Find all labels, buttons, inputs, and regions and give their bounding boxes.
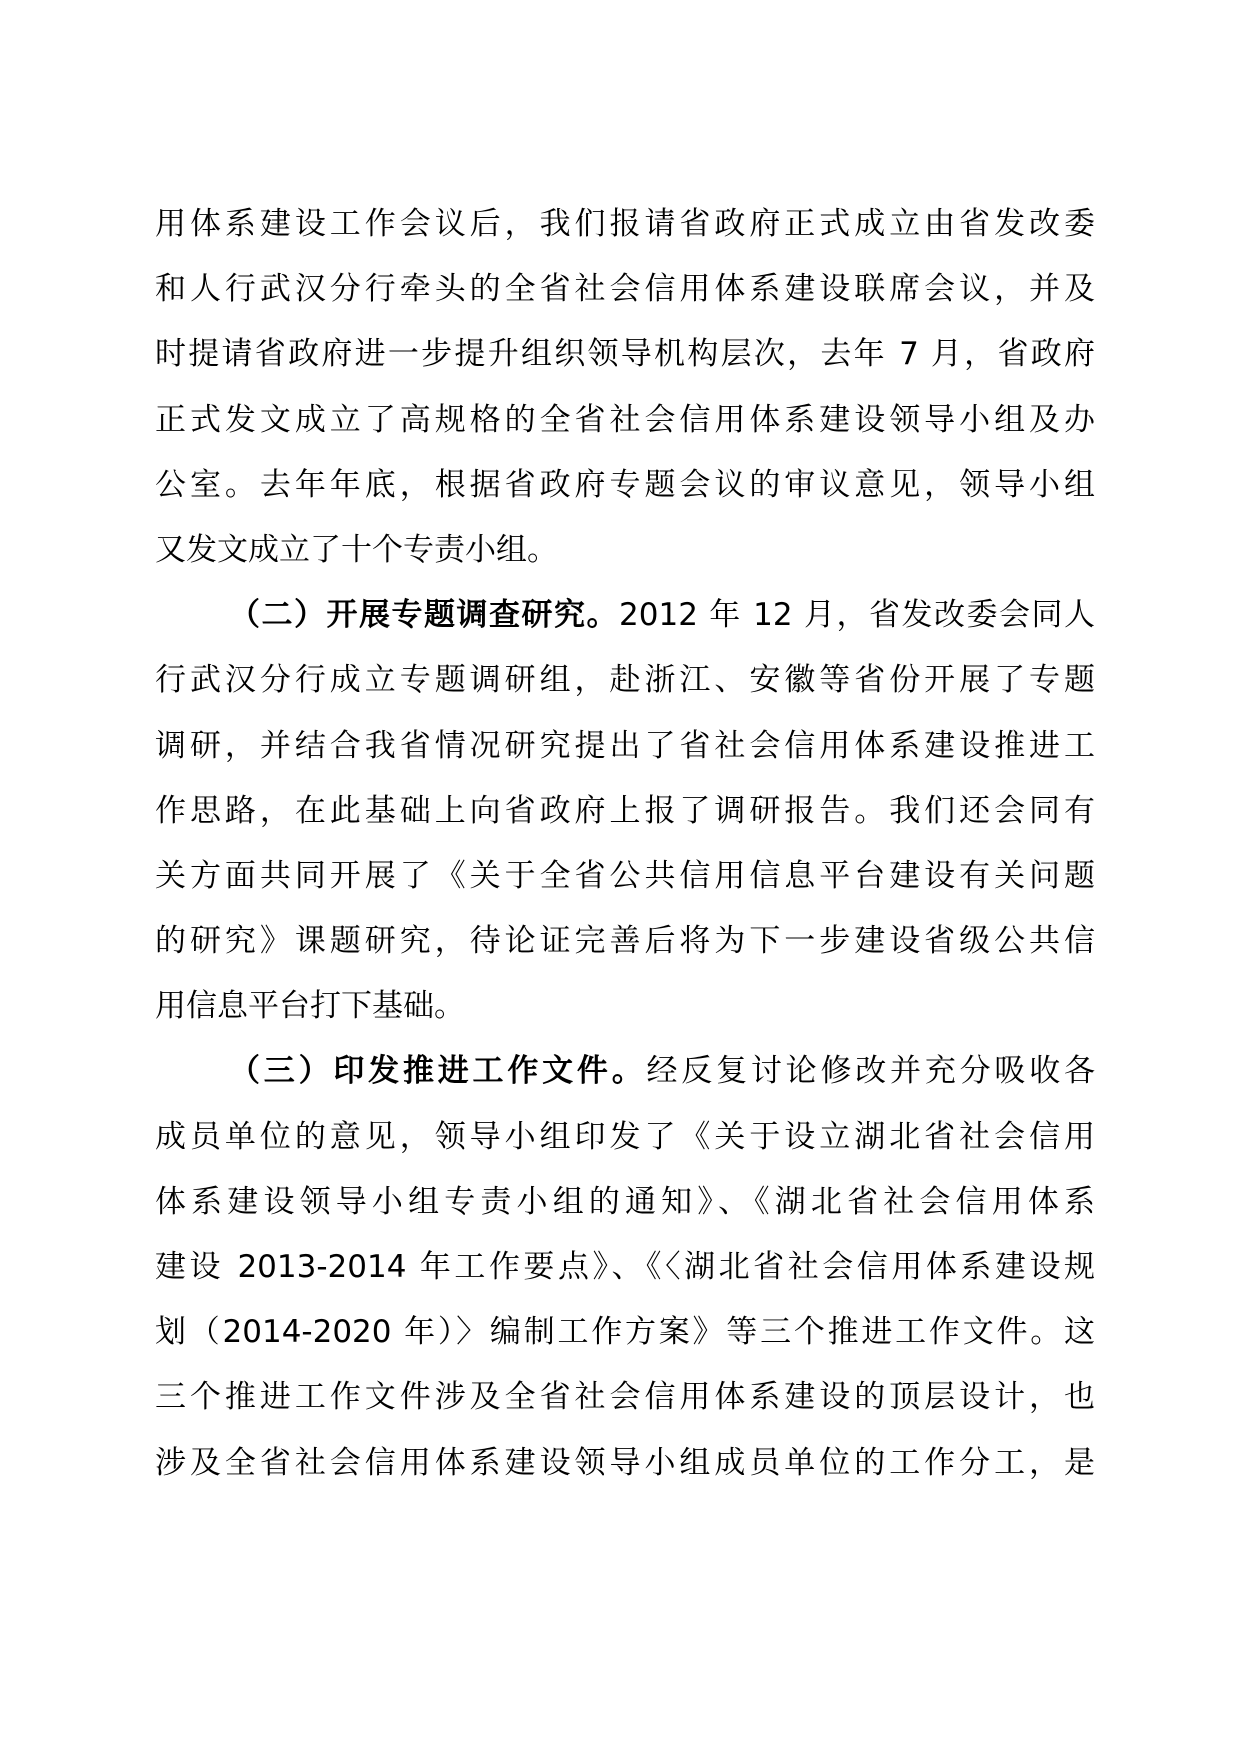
paragraph-line: 行武汉分行成立专题调研组，赴浙江、安徽等省份开展了专题 — [155, 662, 1095, 699]
paragraph-line: 又发文成立了十个专责小组。 — [155, 531, 558, 568]
paragraph-2 — [155, 583, 1095, 1039]
paragraph-line: 三个推进工作文件涉及全省社会信用体系建设的顶层设计，也 — [155, 1379, 1095, 1416]
paragraph-line: 涉及全省社会信用体系建设领导小组成员单位的工作分工，是 — [155, 1444, 1095, 1481]
paragraph-line: 公室。去年年底，根据省政府专题会议的审议意见，领导小组 — [155, 466, 1095, 503]
paragraph-line: 时提请省政府进一步提升组织领导机构层次，去年 7 月，省政府 — [155, 336, 1095, 373]
section-heading-3: （三）印发推进工作文件。 — [229, 1053, 647, 1090]
paragraph-line: 用信息平台打下基础。 — [155, 988, 465, 1025]
paragraph-line: 划（2014-2020 年）〉编制工作方案》等三个推进工作文件。这 — [155, 1314, 1095, 1351]
paragraph-line: 关方面共同开展了《关于全省公共信用信息平台建设有关问题 — [155, 857, 1095, 894]
paragraph-3 — [155, 1039, 1095, 1495]
paragraph-line: 的研究》课题研究，待论证完善后将为下一步建设省级公共信 — [155, 923, 1095, 960]
paragraph-text: 2012 年 12 月，省发改委会同人 — [619, 597, 1095, 634]
paragraph-first-line — [155, 583, 1095, 648]
paragraph-first-line — [155, 1039, 1095, 1104]
paragraph-line: 用体系建设工作会议后，我们报请省政府正式成立由省发改委 — [155, 206, 1095, 242]
paragraph-line: 正式发文成立了高规格的全省社会信用体系建设领导小组及办 — [155, 401, 1095, 438]
paragraph-1 — [155, 192, 1095, 583]
paragraph-text: 经反复讨论修改并充分吸收各 — [646, 1053, 1095, 1090]
paragraph-line: 成员单位的意见，领导小组印发了《关于设立湖北省社会信用 — [155, 1118, 1095, 1155]
paragraph-line: 体系建设领导小组专责小组的通知》、《湖北省社会信用体系 — [155, 1183, 1095, 1220]
paragraph-line: 建设 2013-2014 年工作要点》、《〈湖北省社会信用体系建设规 — [155, 1249, 1095, 1285]
section-heading-2: （二）开展专题调查研究。 — [229, 597, 620, 634]
paragraph-line: 调研，并结合我省情况研究提出了省社会信用体系建设推进工 — [155, 727, 1095, 764]
paragraph-line: 和人行武汉分行牵头的全省社会信用体系建设联席会议，并及 — [155, 271, 1095, 308]
document-body — [155, 192, 1095, 1496]
paragraph-line: 作思路，在此基础上向省政府上报了调研报告。我们还会同有 — [155, 792, 1095, 829]
